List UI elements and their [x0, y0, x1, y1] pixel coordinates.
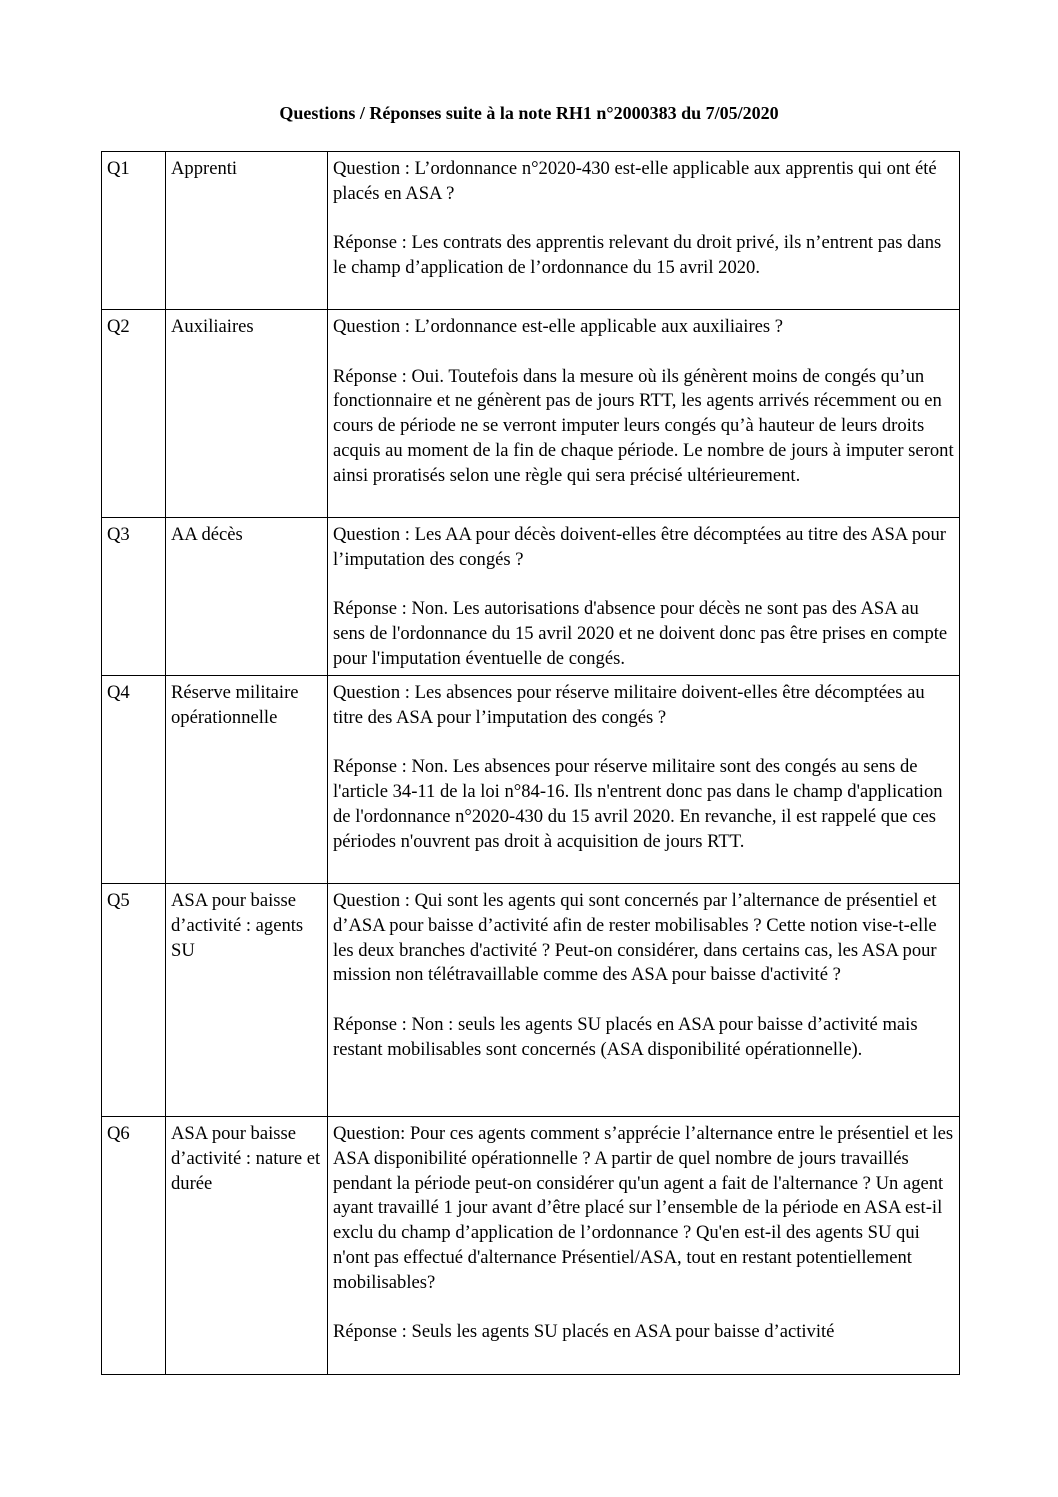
topic-cell: AA décès: [166, 518, 328, 676]
answer-text: Réponse : Seuls les agents SU placés en ASA pour baisse d’activité: [333, 1321, 835, 1343]
qa-cell: [328, 676, 960, 884]
question-text: Question : Les AA pour décès doivent-elles être décomptées au titre des ASA pour l’imputation des congés ?: [333, 524, 946, 570]
table-row: [102, 310, 960, 518]
table-row: [102, 152, 960, 310]
qa-cell: [328, 310, 960, 518]
answer-text: Réponse : Oui. Toutefois dans la mesure où ils génèrent moins de congés qu’un fonctionnaire et ne génèrent pas de jours RTT, les agents arrivés récemment ou en cours de période ne se verront imputer leurs congés qu’à hauteur de leurs droits acquis au moment de la fin de chaque période. Le nombre de jours à imputer seront ainsi proratisés selon une règle qui sera précisé ultérieurement.: [333, 365, 954, 486]
question-text: Question : Qui sont les agents qui sont concernés par l’alternance de présentiel et d’ASA pour baisse d’activité afin de rester mobilisables ? Cette notion vise-t-elle les deux branches d'activité ? Peut-on considérer, dans certains cas, les ASA pour mission non télétravaillable comme des ASA pour baisse d'activité ?: [333, 890, 937, 986]
qa-cell: [328, 152, 960, 310]
qa-cell: [328, 884, 960, 1117]
question-id-cell: Q4: [102, 676, 166, 884]
qa-table: [101, 151, 960, 1375]
page-title: Questions / Réponses suite à la note RH1 n°2000383 du 7/05/2020: [279, 103, 779, 123]
question-text: Question : L’ordonnance n°2020-430 est-elle applicable aux apprentis qui ont été placés en ASA ?: [333, 158, 937, 204]
topic-cell: ASA pour baisse d’activité : nature et durée: [166, 1117, 328, 1375]
qa-cell: [328, 518, 960, 676]
question-id-cell: Q3: [102, 518, 166, 676]
topic-cell: Apprenti: [166, 152, 328, 310]
answer-text: Réponse : Les contrats des apprentis relevant du droit privé, ils n’entrent pas dans le champ d’application de l’ordonnance du 15 avril 2020.: [333, 232, 942, 279]
answer-text: Réponse : Non. Les autorisations d'absence pour décès ne sont pas des ASA au sens de l'ordonnance du 15 avril 2020 et ne doivent donc pas être prises en compte pour l'imputation éventuelle de congés.: [333, 598, 948, 669]
question-text: Question : L’ordonnance est-elle applicable aux auxiliaires ?: [333, 316, 784, 337]
topic-cell: Réserve militaire opérationnelle: [166, 676, 328, 884]
topic-cell: Auxiliaires: [166, 310, 328, 518]
question-id-cell: Q5: [102, 884, 166, 1117]
table-row: [102, 884, 960, 1117]
question-text: Question : Les absences pour réserve militaire doivent-elles être décomptées au titre des ASA pour l’imputation des congés ?: [333, 682, 925, 728]
topic-cell: ASA pour baisse d’activité : agents SU: [166, 884, 328, 1117]
table-row: [102, 1117, 960, 1375]
table-row: [102, 518, 960, 676]
question-id-cell: Q1: [102, 152, 166, 310]
qa-cell: [328, 1117, 960, 1375]
answer-text: Réponse : Non : seuls les agents SU placés en ASA pour baisse d’activité mais restant mobilisables sont concernés (ASA disponibilité opérationnelle).: [333, 1013, 918, 1060]
question-id-cell: Q6: [102, 1117, 166, 1375]
question-text: Question: Pour ces agents comment s’apprécie l’alternance entre le présentiel et les ASA disponibilité opérationnelle ? A partir de quel nombre de jours travaillés pendant la période peut-on considérer qu'un agent a fait de l'alternance ? Un agent ayant travaillé 1 jour avant d’être placé sur l’ensemble de la période en ASA est-il exclu du champ d’application de l’ordonnance ? Qu'en est-il des agents SU qui n'ont pas effectué d'alternance Présentiel/ASA, tout en restant potentiellement mobilisables?: [333, 1123, 954, 1293]
question-id-cell: Q2: [102, 310, 166, 518]
table-row: [102, 676, 960, 884]
answer-text: Réponse : Non. Les absences pour réserve militaire sont des congés au sens de l'article 34-11 de la loi n°84-16. Ils n'entrent donc pas dans le champ d'application de l'ordonnance n°2020-430 du 15 avril 2020. En revanche, il est rappelé que ces périodes n'ouvrent pas droit à acquisition de jours RTT.: [333, 756, 943, 852]
